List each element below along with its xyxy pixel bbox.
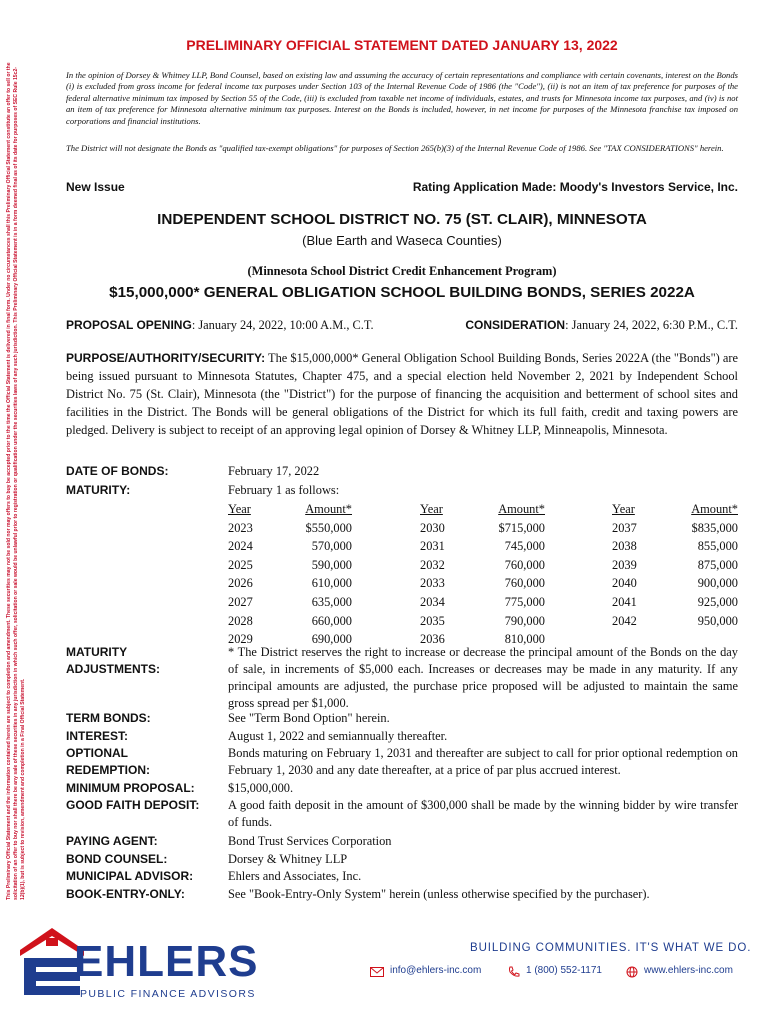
- sidebar-disclaimer: [6, 60, 54, 900]
- email-link[interactable]: info@ehlers-inc.com: [390, 965, 482, 976]
- footer: [0, 920, 770, 1024]
- maturity-amount: 760,000: [504, 576, 545, 591]
- bond-counsel-label: BOND COUNSEL:: [66, 852, 168, 866]
- maturity-amount: 635,000: [311, 595, 352, 609]
- paying-agent-label: PAYING AGENT:: [66, 834, 158, 848]
- maturity-year-header: Year: [612, 502, 635, 516]
- phone-link[interactable]: 1 (800) 552-1171: [526, 965, 602, 976]
- maturity-year: 2026: [228, 576, 253, 591]
- interest-label: INTEREST:: [66, 729, 129, 743]
- maturity-amount-header: Amount*: [305, 502, 352, 516]
- maturity-year: 2038: [612, 539, 637, 554]
- date-of-bonds-value: February 17, 2022: [228, 464, 320, 478]
- bond-counsel-value: Dorsey & Whitney LLP: [228, 852, 348, 866]
- maturity-amount: 790,000: [504, 613, 545, 628]
- date-of-bonds-label: DATE OF BONDS:: [66, 464, 169, 478]
- maturity-label: MATURITY:: [66, 483, 131, 497]
- maturity-amount-header: Amount*: [691, 502, 738, 516]
- municipal-advisor-label: MUNICIPAL ADVISOR:: [66, 869, 194, 883]
- rating-text: Rating Application Made: Moody's Investors Service, Inc.: [412, 180, 738, 194]
- maturity-year: 2023: [228, 520, 253, 535]
- term-bonds-value: See "Term Bond Option" herein.: [228, 711, 390, 725]
- maturity-amount: $550,000: [305, 520, 352, 535]
- book-entry-value: See "Book-Entry-Only System" herein (unless otherwise specified by the purchaser).: [228, 887, 650, 901]
- contact-row: [368, 964, 768, 980]
- sidebar-notice-text: This Preliminary Official Statement and the information contained herein are subject to completion and amendment. These securities may not be sold nor may offers to buy be accepted prior to the time the Official Statement is delivered in final form. Under no circumstances shall this Preliminary Official Statement constitute an offer to sell or the solicitation of an offer to buy nor shall there be any sale of these securities in any jurisdiction in which such offer, solicitation or sale would be unlawful prior to registration or qualification under the securities laws of any such jurisdiction. This Preliminary Official Statement is in a form deemed final as of its date for purposes of SEC Rule 15c2-12(b)(1), but is subject to revision, amendment and completion in a Final Official Statement.: [6, 62, 27, 900]
- purpose-paragraph: PURPOSE/AUTHORITY/SECURITY: The $15,000,000* General Obligation School Building Bonds, Series 2022A (the "Bonds") are being issued pursuant to Minnesota Statutes, Chapter 475, and a special election held November 2, 2021 by Independent School District No. 75 (St. Clair), Minnesota (the "District") for the purpose of financing the acquisition and betterment of school sites and facilities in the District. The Bonds will be general obligations of the District for which its full faith, credit and taxing powers are pledged. Delivery is subject to receipt of an approving legal opinion of Dorsey & Whitney LLP, Minneapolis, Minnesota.: [66, 351, 738, 438]
- maturity-year: 2040: [612, 576, 637, 591]
- proposal-opening: PROPOSAL OPENING: January 24, 2022, 10:00 A.M., C.T.: [66, 318, 374, 332]
- maturity-amount: 900,000: [697, 576, 738, 591]
- optional-redemption-label: OPTIONAL REDEMPTION:: [66, 746, 150, 777]
- proposal-row: [66, 318, 738, 336]
- ehlers-subtitle: PUBLIC FINANCE ADVISORS: [80, 988, 256, 1000]
- globe-icon: [626, 966, 638, 978]
- maturity-amount: 760,000: [504, 557, 545, 572]
- maturity-year: 2031: [420, 539, 445, 554]
- maturity-year: 2029: [228, 632, 253, 647]
- tagline: BUILDING COMMUNITIES. IT'S WHAT WE DO.: [470, 942, 752, 954]
- optional-redemption-value: Bonds maturing on February 1, 2031 and thereafter are subject to call for prior optional redemption on February 1, 2030 and any date thereafter, at a price of par plus accrued interest.: [228, 746, 738, 777]
- maturity-adjustments-text: * The District reserves the right to increase or decrease the principal amount of the Bonds on the day of sale, in increments of $5,000 each. Increases or decreases may be made in any maturity. If any principal amounts are adjusted, the purchase price proposed will be adjusted to maintain the same gross spread per $1,000.: [228, 645, 738, 710]
- municipal-advisor-value: Ehlers and Associates, Inc.: [228, 869, 362, 883]
- maturity-value: February 1 as follows:: [228, 483, 340, 497]
- maturity-year-header: Year: [420, 502, 443, 516]
- maturity-amount: 570,000: [311, 539, 352, 554]
- maturity-year: 2027: [228, 595, 253, 609]
- maturity-amount: $835,000: [691, 520, 738, 535]
- minimum-proposal-label: MINIMUM PROPOSAL:: [66, 781, 195, 795]
- maturity-year: 2037: [612, 520, 637, 535]
- book-entry-label: BOOK-ENTRY-ONLY:: [66, 887, 185, 901]
- counties: (Blue Earth and Waseca Counties): [302, 233, 502, 248]
- minimum-proposal-value: $15,000,000.: [228, 781, 294, 795]
- maturity-amount: 660,000: [311, 613, 352, 628]
- maturity-year: 2028: [228, 613, 253, 628]
- phone-icon: [508, 966, 520, 978]
- consideration: CONSIDERATION: January 24, 2022, 6:30 P.M., C.T.: [465, 318, 738, 332]
- maturity-year: 2025: [228, 557, 253, 572]
- maturity-amount: 810,000: [504, 632, 545, 647]
- maturity-year: 2032: [420, 557, 445, 572]
- good-faith-label: GOOD FAITH DEPOSIT:: [66, 798, 200, 812]
- paying-agent-value: Bond Trust Services Corporation: [228, 834, 392, 848]
- term-bonds-label: TERM BONDS:: [66, 711, 151, 725]
- interest-value: August 1, 2022 and semiannually thereafter.: [228, 729, 448, 743]
- district-name: INDEPENDENT SCHOOL DISTRICT NO. 75 (ST. CLAIR), MINNESOTA: [157, 211, 647, 228]
- new-issue-label: New Issue: [66, 180, 125, 194]
- web-link[interactable]: www.ehlers-inc.com: [644, 965, 733, 976]
- maturity-amount: 590,000: [311, 557, 352, 572]
- program-name: (Minnesota School District Credit Enhancement Program): [247, 264, 557, 278]
- maturity-amount: 925,000: [697, 595, 738, 609]
- maturity-year: 2041: [612, 595, 637, 609]
- maturity-year: 2030: [420, 520, 445, 535]
- maturity-adjustments-label: MATURITY ADJUSTMENTS:: [66, 645, 161, 676]
- maturity-year: 2033: [420, 576, 445, 591]
- maturity-year: 2035: [420, 613, 445, 628]
- maturity-amount: 855,000: [697, 539, 738, 554]
- maturity-year: 2042: [612, 613, 637, 628]
- maturity-year: 2039: [612, 557, 637, 572]
- maturity-year: 2036: [420, 632, 445, 647]
- tax-opinion-paragraph: In the opinion of Dorsey & Whitney LLP, Bond Counsel, based on existing law and assuming the accuracy of certain representations and compliance with certain covenants, interest on the Bonds (i) is excluded from gross income for federal income tax purposes under Section 103 of the Internal Revenue Code of 1986 (the "Code"), (ii) is not an item of tax preference for purposes of the federal alternative minimum tax imposed by Section 55 of the Code, (iii) is excluded from taxable net income of individuals, estates, and trusts for Minnesota income tax purposes, and (iv) is not an item of tax preference for Minnesota alternative minimum tax purposes. Interest on the Bonds is included, however, in net income for purposes of the Minnesota franchise tax imposed on corporations and financial institutions.: [66, 70, 738, 126]
- bond-title: $15,000,000* GENERAL OBLIGATION SCHOOL BUILDING BONDS, SERIES 2022A: [109, 284, 695, 301]
- envelope-icon: [370, 967, 384, 977]
- good-faith-value: A good faith deposit in the amount of $300,000 shall be made by the winning bidder by wire transfer of funds.: [228, 798, 738, 829]
- maturity-amount: 775,000: [504, 595, 545, 609]
- maturity-amount: 745,000: [504, 539, 545, 554]
- maturity-amount: $715,000: [498, 520, 545, 535]
- maturity-amount: 690,000: [311, 632, 352, 647]
- designation-paragraph: The District will not designate the Bonds as "qualified tax-exempt obligations" for purposes of Section 265(b)(3) of the Internal Revenue Code of 1986. See "TAX CONSIDERATIONS" herein.: [66, 143, 724, 153]
- maturity-year: 2034: [420, 595, 445, 609]
- maturity-amount-header: Amount*: [498, 502, 545, 516]
- maturity-year-header: Year: [228, 502, 251, 516]
- header-title: PRELIMINARY OFFICIAL STATEMENT DATED JANUARY 13, 2022: [186, 37, 618, 53]
- maturity-amount: 875,000: [697, 557, 738, 572]
- ehlers-wordmark: EHLERS: [74, 937, 259, 986]
- maturity-amount: 610,000: [311, 576, 352, 591]
- issue-rating-row: [66, 180, 738, 196]
- maturity-year: 2024: [228, 539, 253, 554]
- maturity-amount: 950,000: [697, 613, 738, 628]
